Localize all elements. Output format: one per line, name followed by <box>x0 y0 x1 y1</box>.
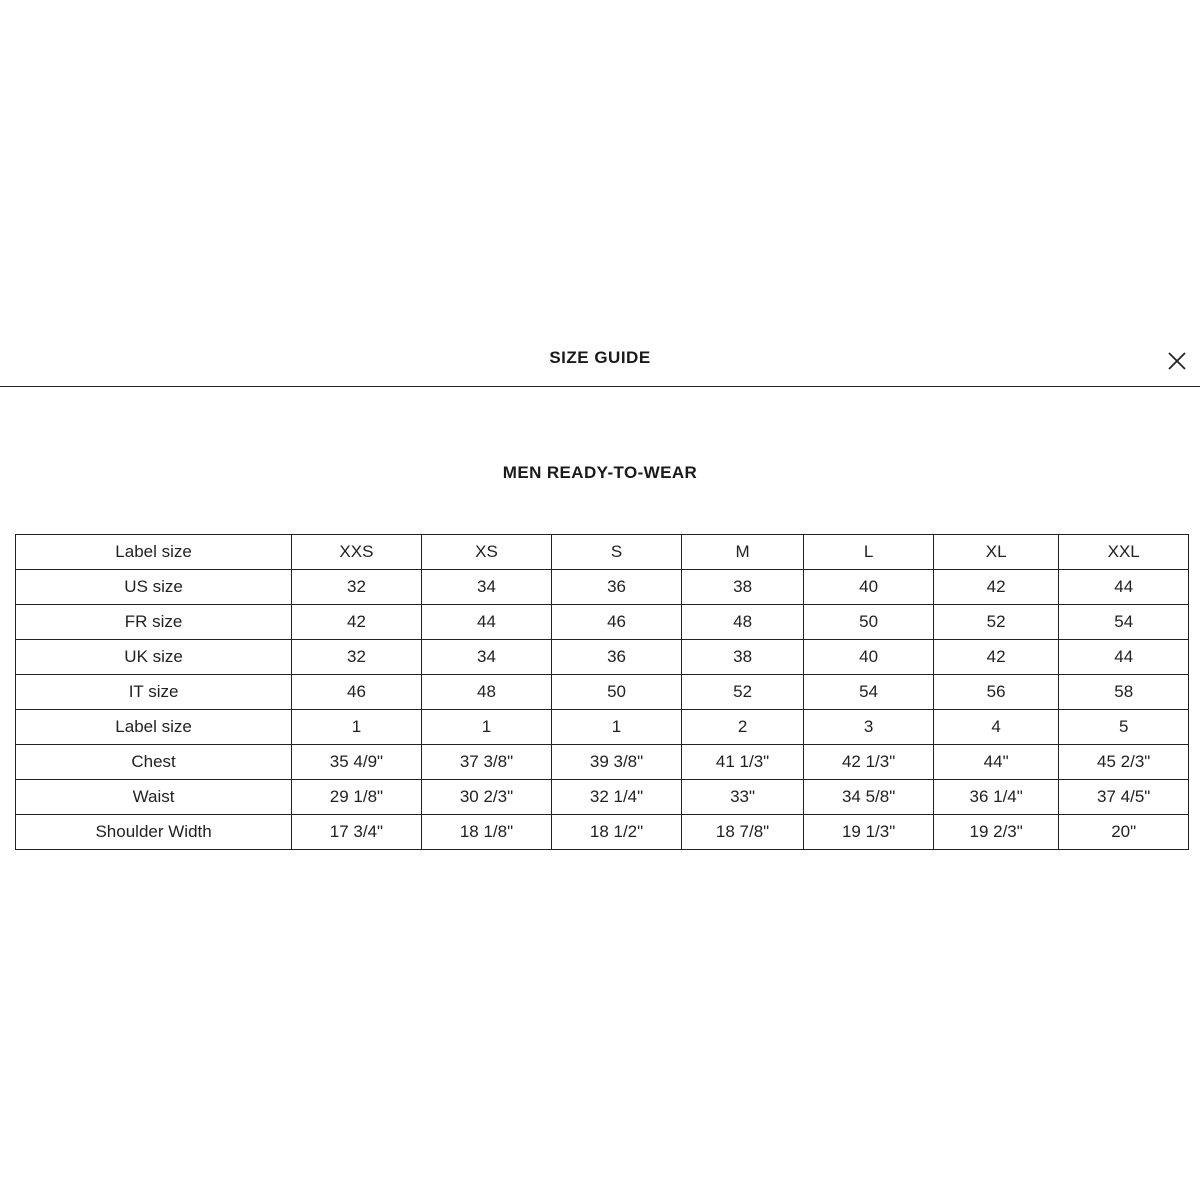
table-cell: 50 <box>804 605 934 640</box>
table-cell: 5 <box>1059 710 1189 745</box>
table-cell: 44" <box>933 745 1059 780</box>
table-cell: 46 <box>552 605 682 640</box>
table-row <box>16 675 1189 710</box>
table-cell: 38 <box>681 570 804 605</box>
table-row <box>16 605 1189 640</box>
table-cell: M <box>681 535 804 570</box>
table-cell: 19 2/3" <box>933 815 1059 850</box>
row-header-cell: UK size <box>16 640 292 675</box>
table-cell: 19 1/3" <box>804 815 934 850</box>
table-cell: 36 <box>552 640 682 675</box>
table-cell: 37 4/5" <box>1059 780 1189 815</box>
table-cell: 42 <box>933 640 1059 675</box>
table-cell: 18 1/2" <box>552 815 682 850</box>
table-cell: 1 <box>552 710 682 745</box>
table-cell: XS <box>421 535 552 570</box>
table-cell: XXS <box>292 535 422 570</box>
table-cell: 54 <box>804 675 934 710</box>
table-cell: 41 1/3" <box>681 745 804 780</box>
table-cell: 48 <box>681 605 804 640</box>
row-header-cell: US size <box>16 570 292 605</box>
table-cell: 30 2/3" <box>421 780 552 815</box>
modal-title: SIZE GUIDE <box>549 348 651 367</box>
table-cell: 1 <box>421 710 552 745</box>
table-cell: 40 <box>804 640 934 675</box>
table-cell: XXL <box>1059 535 1189 570</box>
table-cell: 32 <box>292 570 422 605</box>
table-row <box>16 815 1189 850</box>
close-button[interactable] <box>1164 348 1190 374</box>
table-cell: 18 1/8" <box>421 815 552 850</box>
table-cell: 36 <box>552 570 682 605</box>
table-cell: L <box>804 535 934 570</box>
table-cell: 32 1/4" <box>552 780 682 815</box>
table-cell: XL <box>933 535 1059 570</box>
table-cell: 2 <box>681 710 804 745</box>
row-header-cell: Label size <box>16 710 292 745</box>
table-cell: 44 <box>1059 640 1189 675</box>
table-cell: 17 3/4" <box>292 815 422 850</box>
table-row <box>16 640 1189 675</box>
table-cell: 46 <box>292 675 422 710</box>
table-cell: 39 3/8" <box>552 745 682 780</box>
table-cell: 52 <box>933 605 1059 640</box>
row-header-cell: Chest <box>16 745 292 780</box>
table-cell: 34 5/8" <box>804 780 934 815</box>
row-header-cell: IT size <box>16 675 292 710</box>
table-cell: 48 <box>421 675 552 710</box>
table-cell: 40 <box>804 570 934 605</box>
table-cell: 4 <box>933 710 1059 745</box>
table-cell: 35 4/9" <box>292 745 422 780</box>
table-cell: 38 <box>681 640 804 675</box>
table-cell: 36 1/4" <box>933 780 1059 815</box>
table-cell: 18 7/8" <box>681 815 804 850</box>
table-cell: 33" <box>681 780 804 815</box>
table-cell: 42 <box>933 570 1059 605</box>
table-cell: 32 <box>292 640 422 675</box>
modal-header <box>0 336 1200 387</box>
table-row <box>16 745 1189 780</box>
table-cell: 56 <box>933 675 1059 710</box>
table-cell: 44 <box>1059 570 1189 605</box>
table-cell: 45 2/3" <box>1059 745 1189 780</box>
table-row <box>16 780 1189 815</box>
size-table-body <box>16 535 1189 850</box>
table-cell: 20" <box>1059 815 1189 850</box>
row-header-cell: Waist <box>16 780 292 815</box>
table-cell: 1 <box>292 710 422 745</box>
table-cell: S <box>552 535 682 570</box>
table-cell: 3 <box>804 710 934 745</box>
section-title: MEN READY-TO-WEAR <box>502 463 698 482</box>
table-cell: 29 1/8" <box>292 780 422 815</box>
table-cell: 37 3/8" <box>421 745 552 780</box>
table-cell: 58 <box>1059 675 1189 710</box>
table-cell: 34 <box>421 640 552 675</box>
close-icon <box>1164 348 1190 374</box>
row-header-cell: Label size <box>16 535 292 570</box>
table-cell: 54 <box>1059 605 1189 640</box>
table-cell: 50 <box>552 675 682 710</box>
table-cell: 42 1/3" <box>804 745 934 780</box>
table-cell: 44 <box>421 605 552 640</box>
row-header-cell: Shoulder Width <box>16 815 292 850</box>
table-cell: 52 <box>681 675 804 710</box>
table-cell: 34 <box>421 570 552 605</box>
table-row <box>16 710 1189 745</box>
size-table <box>15 534 1189 850</box>
table-row <box>16 570 1189 605</box>
row-header-cell: FR size <box>16 605 292 640</box>
table-row <box>16 535 1189 570</box>
table-cell: 42 <box>292 605 422 640</box>
